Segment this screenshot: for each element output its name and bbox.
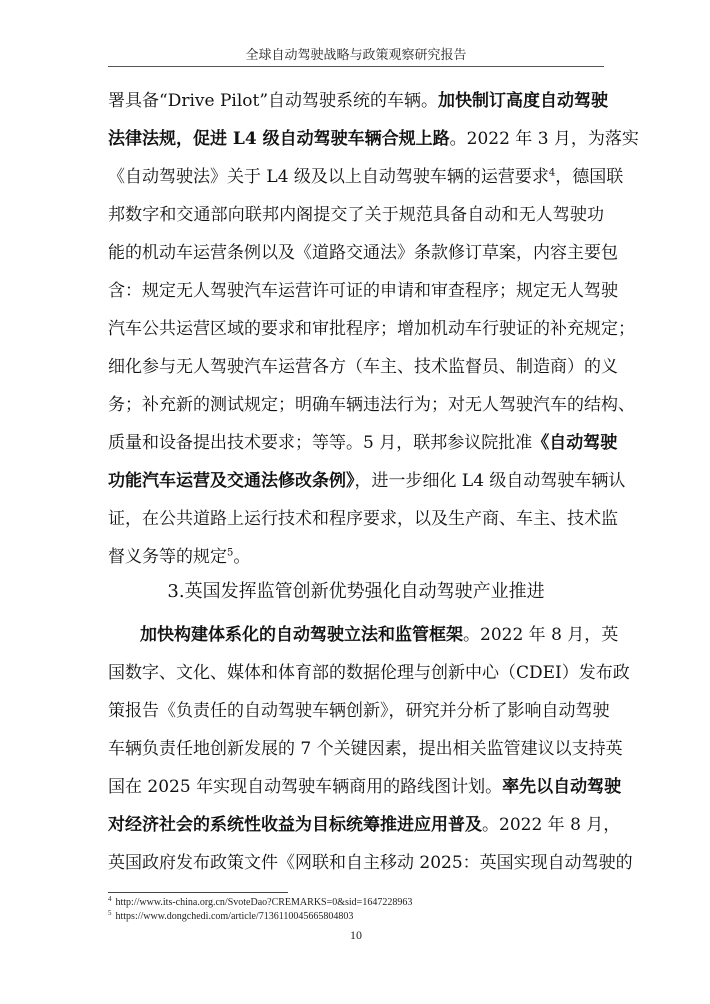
text-line bbox=[108, 424, 618, 462]
footnote-number: 4 bbox=[108, 894, 112, 903]
text-line: 英国政府发布政策文件《网联和自主移动 2025：英国实现自动驾驶的 bbox=[108, 853, 633, 873]
section-heading: 3.英国发挥监管创新优势强化自动驾驶产业推进 bbox=[167, 581, 545, 602]
footnote-item bbox=[108, 896, 604, 910]
text-line: 细化参与无人驾驶汽车运营各方（车主、技术监督员、制造商）的义 bbox=[108, 357, 618, 377]
text-line bbox=[108, 158, 624, 196]
text-line bbox=[108, 806, 621, 844]
text-run: 国在 2025 年实现自动驾驶车辆商用的路线图计划。 bbox=[108, 777, 503, 797]
text-line: 国数字、文化、媒体和体育部的数据伦理与创新中心（CDEI）发布政 bbox=[108, 663, 630, 683]
text-line: 证，在公共道路上运行技术和程序要求，以及生产商、车主、技术监 bbox=[108, 509, 618, 529]
footnote-ref[interactable]: 5 bbox=[227, 547, 234, 559]
text-line: 务；补充新的测试规定；明确车辆违法行为；对无人驾驶汽车的结构、 bbox=[108, 395, 635, 415]
text-line bbox=[108, 538, 604, 576]
running-header-title: 全球自动驾驶战略与政策观察研究报告 bbox=[245, 48, 467, 63]
bold-run: 功能汽车运营及交通法修改条例》 bbox=[108, 471, 355, 491]
bold-run: 《自动驾驶 bbox=[532, 433, 618, 453]
text-line bbox=[108, 120, 639, 158]
bold-run: 对经济社会的系统性收益为目标统筹推进应用普及 bbox=[108, 815, 482, 835]
text-run: 。 bbox=[233, 547, 251, 567]
text-run: 质量和设备提出技术要求；等等。5 月，联邦参议院批准 bbox=[108, 433, 533, 453]
text-run: 。2022 年 8 月，英 bbox=[463, 625, 619, 645]
text-run: ，德国联 bbox=[555, 167, 624, 187]
text-line bbox=[108, 462, 626, 500]
footnote-link[interactable]: http://www.its-china.org.cn/SvoteDao?CREMARKS=0&sid=1647228963 bbox=[115, 897, 413, 908]
footnote-ref[interactable]: 4 bbox=[548, 167, 556, 179]
footnote-item bbox=[108, 910, 604, 924]
bold-run: 加快制订高度自动驾驶 bbox=[438, 91, 609, 111]
page-number: 10 bbox=[350, 928, 362, 942]
bold-run: 率先以自动驾驶 bbox=[502, 777, 622, 797]
text-line: 邦数字和交通部向联邦内阁提交了关于规范具备自动和无人驾驶功 bbox=[108, 205, 604, 225]
text-line: 策报告《负责任的自动驾驶车辆创新》，研究并分析了影响自动驾驶 bbox=[108, 701, 610, 721]
text-run: ，进一步细化 L4 级自动驾驶车辆认 bbox=[354, 471, 626, 491]
footnote-link[interactable]: https://www.dongchedi.com/article/7136110045665804803 bbox=[115, 911, 354, 922]
text-line: 汽车公共运营区域的要求和审批程序；增加机动车行驶证的补充规定； bbox=[108, 319, 635, 339]
text-run: 署具备“Drive Pilot”自动驾驶系统的车辆。 bbox=[108, 91, 439, 111]
bold-run: 加快构建体系化的自动驾驶立法和监管框架 bbox=[140, 625, 463, 645]
bold-run: 法律法规，促进 L4 级自动驾驶车辆合规上路 bbox=[108, 129, 450, 149]
text-run: 。2022 年 3 月，为落实 bbox=[449, 129, 639, 149]
footnote-rule bbox=[108, 892, 288, 893]
text-line bbox=[140, 616, 619, 654]
footnote-number: 5 bbox=[108, 908, 112, 917]
text-line: 含：规定无人驾驶汽车运营许可证的申请和审查程序；规定无人驾驶 bbox=[108, 281, 618, 301]
header-rule bbox=[108, 66, 604, 67]
text-line bbox=[108, 82, 609, 120]
text-run: 。2022 年 8 月， bbox=[482, 815, 621, 835]
text-line: 能的机动车运营条例以及《道路交通法》条款修订草案，内容主要包 bbox=[108, 243, 618, 263]
text-run: 《自动驾驶法》关于 L4 级及以上自动驾驶车辆的运营要求 bbox=[108, 167, 549, 187]
text-run: 督义务等的规定 bbox=[108, 547, 227, 567]
text-line: 车辆负责任地创新发展的 7 个关键因素，提出相关监管建议以支持英 bbox=[108, 739, 623, 759]
text-line bbox=[108, 768, 622, 806]
